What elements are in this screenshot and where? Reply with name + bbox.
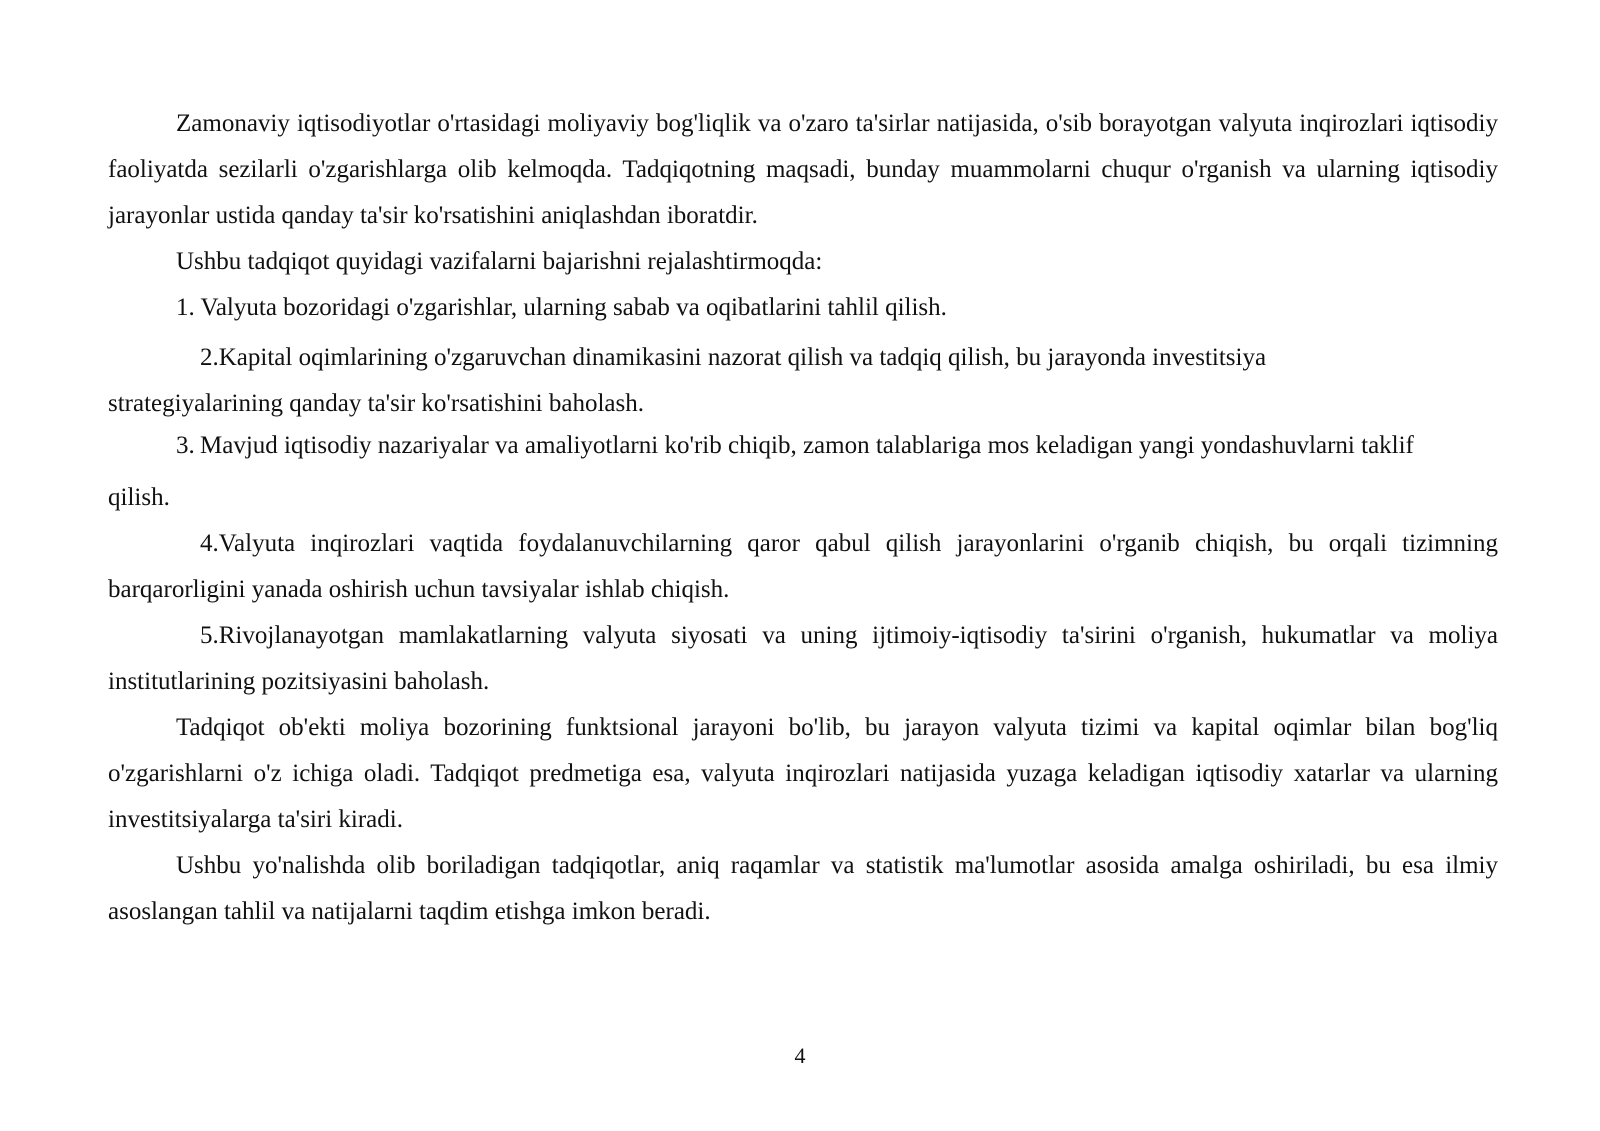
paragraph-intro: Zamonaviy iqtisodiyotlar o'rtasidagi moliyaviy bog'liqlik va o'zaro ta'sirlar natijasida, o'sib borayotgan valyuta inqirozlari iqtisodiy faoliyatda sezilarli o'zgarishlarga olib kelmoqda. Tadqiqotning maqsadi, bunday muammolarni chuqur o'rganish va ularning iqtisodiy jarayonlar ustida qanday ta'sir ko'rsatishini aniqlashdan iboratdir. <box>108 110 1498 229</box>
page-number: 4 <box>794 1043 806 1068</box>
paragraph-tasks-heading: Ushbu tadqiqot quyidagi vazifalarni bajarishni rejalashtirmoqda: <box>176 248 823 275</box>
list-item-1: 1. Valyuta bozoridagi o'zgarishlar, ularning sabab va oqibatlarini tahlil qilish. <box>176 294 947 321</box>
list-item-4: 4.Valyuta inqirozlari vaqtida foydalanuvchilarning qaror qabul qilish jarayonlarini o'rganib chiqish, bu orqali tizimning barqarorligini yanada oshirish uchun tavsiyalar ishlab chiqish. <box>108 530 1498 603</box>
list-item-3-number: 3. <box>176 432 195 459</box>
list-item-3 <box>108 423 1498 475</box>
list-item-3-continuation: qilish. <box>108 484 170 511</box>
list-item-2-line-1: 2.Kapital oqimlarining o'zgaruvchan dinamikasini nazorat qilish va tadqiq qilish, bu jarayonda investitsiya <box>200 344 1267 371</box>
list-item-3-text: Mavjud iqtisodiy nazariyalar va amaliyotlarni ko'rib chiqib, zamon talablariga mos keladigan yangi yondashuvlarni taklif <box>200 432 1414 459</box>
document-body <box>108 101 1498 935</box>
paragraph-research-methods: Ushbu yo'nalishda olib boriladigan tadqiqotlar, aniq raqamlar va statistik ma'lumotlar asosida amalga oshiriladi, bu esa ilmiy asoslangan tahlil va natijalarni taqdim etishga imkon beradi. <box>108 852 1498 925</box>
paragraph-research-object: Tadqiqot ob'ekti moliya bozorining funktsional jarayoni bo'lib, bu jarayon valyuta tizimi va kapital oqimlar bilan bog'liq o'zgarishlarni o'z ichiga oladi. Tadqiqot predmetiga esa, valyuta inqirozlari natijasida yuzaga keladigan iqtisodiy xatarlar va ularning investitsiyalarga ta'siri kiradi. <box>108 714 1498 833</box>
list-item-2-line-2: strategiyalarining qanday ta'sir ko'rsatishini baholash. <box>108 390 644 417</box>
list-item-5: 5.Rivojlanayotgan mamlakatlarning valyuta siyosati va uning ijtimoiy-iqtisodiy ta'sirini o'rganish, hukumatlar va moliya institutlarining pozitsiyasini baholash. <box>108 622 1498 695</box>
list-item-2 <box>108 331 1498 427</box>
